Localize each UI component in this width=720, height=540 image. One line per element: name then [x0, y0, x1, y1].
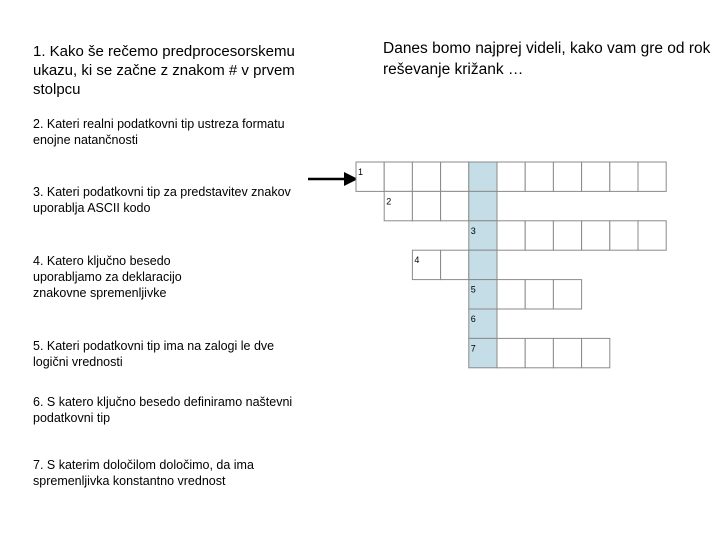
crossword-cell	[553, 162, 581, 191]
crossword-cell	[497, 338, 525, 367]
crossword-cell	[582, 162, 610, 191]
crossword-key-cell	[469, 191, 497, 220]
crossword-cell	[553, 338, 581, 367]
crossword-cell	[441, 191, 469, 220]
crossword-row-number: 2	[386, 196, 392, 207]
crossword-row-number: 4	[414, 255, 420, 266]
crossword-cell	[497, 280, 525, 309]
crossword-cell	[638, 221, 666, 250]
crossword-cell	[525, 162, 553, 191]
crossword-cell	[553, 280, 581, 309]
crossword-cell	[525, 221, 553, 250]
question-5: 5. Kateri podatkovni tip ima na zalogi le dve logični vrednosti	[33, 339, 275, 369]
crossword-key-cell	[469, 250, 497, 279]
crossword-cell	[553, 221, 581, 250]
crossword-cell	[582, 338, 610, 367]
question-1: 1. Kako še rečemo predprocesorskemu ukazu, ki se začne z znakom # v prvem stolpcu	[33, 43, 295, 98]
crossword-cell	[384, 162, 412, 191]
crossword-row-number: 5	[470, 284, 476, 295]
question-6: 6. S katero ključno besedo definiramo naštevni podatkovni tip	[33, 395, 293, 425]
question-7: 7. S katerim določilom določimo, da ima spremenljivka konstantno vrednost	[33, 458, 254, 488]
crossword-cell	[582, 221, 610, 250]
crossword-cell	[525, 280, 553, 309]
crossword-row-number: 1	[358, 167, 364, 177]
crossword-row-number: 6	[470, 314, 476, 324]
crossword-cell	[638, 162, 666, 191]
crossword-cell	[610, 221, 638, 250]
question-2: 2. Kateri realni podatkovni tip ustreza formatu enojne natančnosti	[33, 117, 285, 147]
question-3: 3. Kateri podatkovni tip za predstavitev znakov uporablja ASCII kodo	[33, 185, 291, 215]
crossword-row-number: 7	[470, 343, 476, 354]
crossword-row-number: 3	[470, 225, 476, 236]
question-4: 4. Katero ključno besedo uporabljamo za deklaracijo znakovne spremenljivke	[33, 254, 182, 300]
crossword-cell	[525, 338, 553, 367]
crossword-cell	[610, 162, 638, 191]
crossword-cell	[441, 162, 469, 191]
crossword-cell	[412, 162, 440, 191]
crossword-key-cell	[469, 162, 497, 191]
crossword-cell	[412, 191, 440, 220]
intro-text: Danes bomo najprej videli, kako vam gre od rok reševanje križank …	[383, 40, 711, 78]
crossword-cell	[441, 250, 469, 279]
crossword-cell	[497, 162, 525, 191]
crossword-cell	[497, 221, 525, 250]
